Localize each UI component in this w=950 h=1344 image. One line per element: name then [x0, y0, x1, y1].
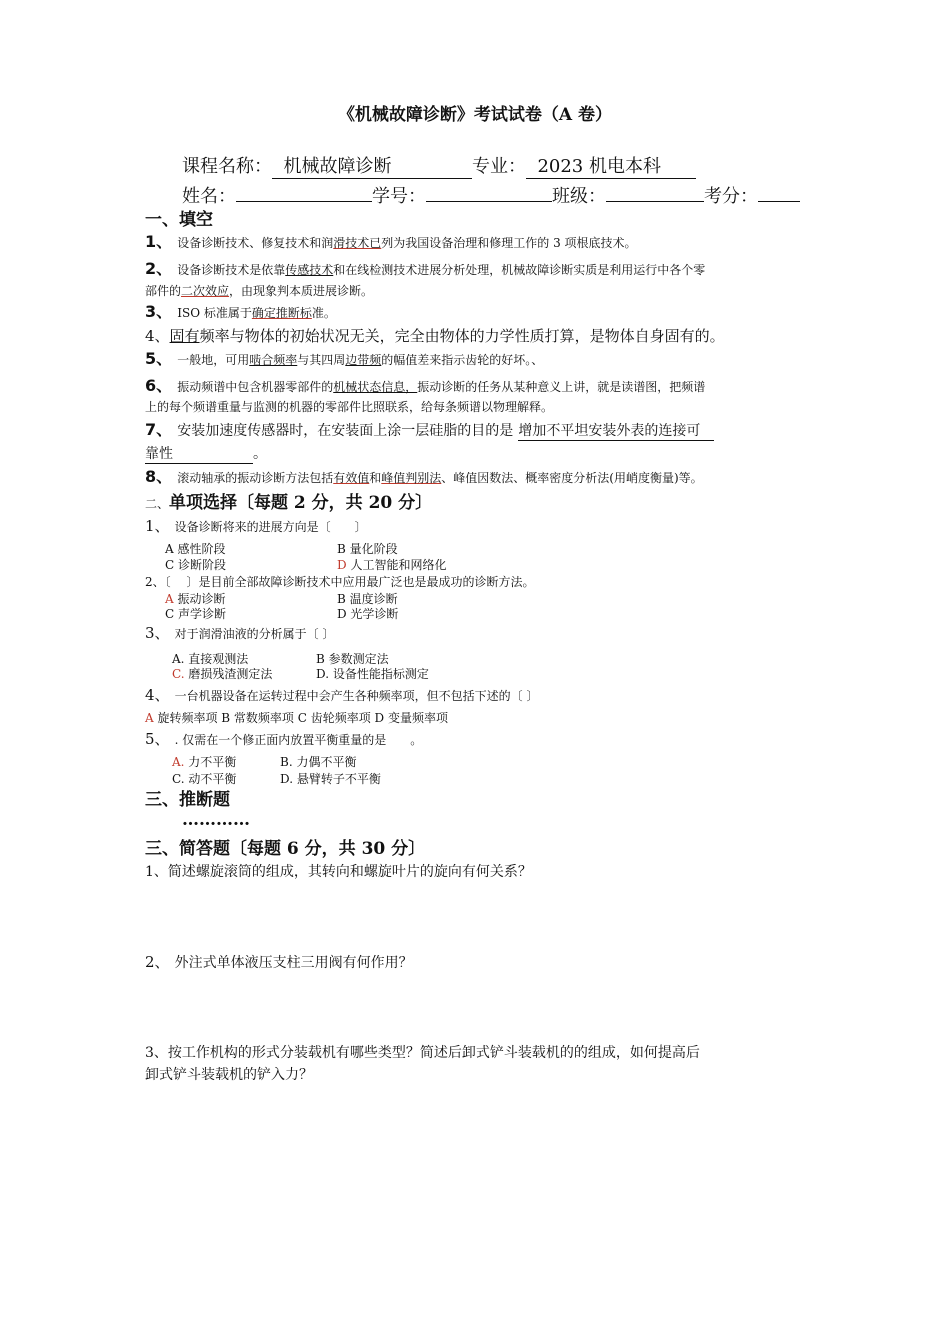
- s2-q4-num: 4、: [145, 686, 170, 704]
- section3-title: 三、推断题: [145, 790, 230, 810]
- s2-q2-opt-b[interactable]: B 温度诊断: [337, 592, 398, 606]
- s1-q2-num: 2、: [145, 259, 173, 278]
- s1-q6-num: 6、: [145, 376, 173, 395]
- s4-q3-line1: 3、按工作机构的形式分装载机有哪些类型？简述后卸式铲斗装载机的的组成，如何提高后: [145, 1045, 700, 1061]
- s2-q5-opt-a[interactable]: A. 力不平衡: [172, 755, 237, 769]
- s2-q2-opt-d[interactable]: D 光学诊断: [337, 607, 399, 621]
- s1-q3: 3、 ISO 标准属于确定推断标准。: [145, 302, 336, 321]
- course-label: 课程名称：: [182, 156, 272, 177]
- s2-q1-opt-c[interactable]: C 诊断阶段: [165, 558, 226, 572]
- major-blank: [526, 152, 696, 179]
- s1-q7-num: 7、: [145, 420, 173, 439]
- s2-q3-opt-c[interactable]: C. 磨损残渣测定法: [172, 667, 273, 681]
- s2-q4-options[interactable]: A 旋转频率项 B 常数频率项 C 齿轮频率项 D 变量频率项: [145, 711, 448, 725]
- answer-underline: 固有: [169, 327, 200, 345]
- major-value: 2023 机电本科: [537, 156, 661, 177]
- class-label: 班级：: [552, 186, 606, 207]
- answer-underline: 确定推断标: [251, 306, 312, 320]
- major-label: 专业：: [472, 156, 526, 177]
- answer-underline: 峰值判别法: [381, 471, 442, 485]
- s2-q3-opt-a[interactable]: A. 直接观测法: [172, 652, 249, 666]
- s1-q7: 7、 安装加速度传感器时，在安装面上涂一层硅脂的目的是 增加不平坦安装外表的连接可: [145, 417, 714, 441]
- s2-q1-opt-b[interactable]: B 量化阶段: [337, 542, 398, 556]
- answer-underline: 有效值: [333, 471, 370, 485]
- answer-underline: 传感技术: [285, 263, 334, 277]
- s2-q3-opt-d[interactable]: D. 设备性能指标测定: [316, 667, 429, 681]
- name-blank[interactable]: [236, 185, 372, 202]
- id-label: 学号：: [372, 186, 426, 207]
- s1-q6: 6、 振动频谱中包含机器零部件的机械状态信息，振动诊断的任务从某种意义上讲，就是读谱图，把频谱: [145, 376, 706, 395]
- s2-q2-opt-a[interactable]: A 振动诊断: [165, 592, 226, 606]
- s2-q5-opt-c[interactable]: C. 动不平衡: [172, 772, 237, 786]
- course-blank: [272, 152, 472, 179]
- score-blank[interactable]: [758, 185, 800, 202]
- s2-q5-opt-b[interactable]: B. 力偶不平衡: [280, 755, 357, 769]
- s2-q2: 2、〔 〕是目前全部故障诊断技术中应用最广泛也是最成功的诊断方法。: [145, 575, 535, 589]
- s1-q4: 4、固有频率与物体的初始状况无关，完全由物体的力学性质打算，是物体自身固有的。: [145, 327, 725, 345]
- s2-q3: 3、 对于润滑油液的分析属于〔 〕: [145, 624, 335, 642]
- name-label: 姓名：: [182, 186, 236, 207]
- s1-q2: 2、 设备诊断技术是依靠传感技术和在线检测技术进展分析处理，机械故障诊断实质是利用运行中各个零: [145, 259, 706, 278]
- course-value: 机械故障诊断: [283, 156, 392, 177]
- page-title: 《机械故障诊断》考试试卷（A 卷）: [337, 105, 613, 125]
- s1-q3-num: 3、: [145, 302, 173, 321]
- s2-q5: 5、 . 仅需在一个修正面内放置平衡重量的是 。: [145, 730, 423, 748]
- s1-q8: 8、 滚动轴承的振动诊断方法包括有效值和峰值判别法、峰值因数法、概率密度分析法(用峭度衡量)等。: [145, 467, 703, 486]
- s2-q4: 4、 一台机器设备在运转过程中会产生各种频率项，但不包括下述的〔 〕: [145, 686, 539, 704]
- s1-q2-line2: 部件的二次效应，由现象判本质进展诊断。: [145, 284, 374, 298]
- answer-underline: 边带频: [345, 353, 382, 367]
- s4-q2-num: 2、: [145, 953, 170, 971]
- s1-q1: 1、 设备诊断技术、修复技术和润滑技术已列为我国设备治理和修理工作的 3 项根底技术。: [145, 232, 637, 251]
- s2-q1-opt-a[interactable]: A 感性阶段: [165, 542, 226, 556]
- student-row: [182, 182, 800, 208]
- s1-q8-num: 8、: [145, 467, 173, 486]
- section4-title: 三、简答题〔每题 6 分，共 30 分〕: [145, 839, 426, 859]
- score-label: 考分：: [704, 186, 758, 207]
- answer-blank: 增加不平坦安装外表的连接可: [518, 420, 714, 441]
- s1-q6-line2: 上的每个频谱重量与监测的机器的零部件比照联系，给每条频谱以物理解释。: [145, 400, 554, 414]
- course-row: [182, 152, 696, 179]
- s2-q5-opt-d[interactable]: D. 悬臂转子不平衡: [280, 772, 381, 786]
- answer-underline: 机械状态信息，: [333, 380, 418, 394]
- answer-underline: 滑技术已: [333, 236, 382, 250]
- id-blank[interactable]: [426, 185, 552, 202]
- s1-q7-line2: 靠性 。: [145, 443, 267, 464]
- s1-q5-num: 5、: [145, 349, 173, 368]
- s2-q1: 1、 设备诊断将来的进展方向是〔 〕: [145, 517, 367, 535]
- section2-title: 二、单项选择〔每题 2 分，共 20 分〕: [145, 493, 433, 513]
- s2-q3-opt-b[interactable]: B 参数测定法: [316, 652, 389, 666]
- s1-q4-num: 4、: [145, 327, 170, 345]
- answer-blank: 靠性: [145, 443, 253, 464]
- class-blank[interactable]: [606, 185, 704, 202]
- s1-q1-num: 1、: [145, 232, 173, 251]
- answer-underline: 啮合频率: [249, 353, 298, 367]
- s1-q5: 5、 一般地，可用啮合频率与其四周边带频的幅值差来指示齿轮的好坏。、: [145, 349, 544, 368]
- s2-q2-opt-c[interactable]: C 声学诊断: [165, 607, 226, 621]
- s4-q2: 2、 外注式单体液压支柱三用阀有何作用？: [145, 953, 413, 971]
- s2-q1-opt-d[interactable]: D 人工智能和网络化: [337, 558, 447, 572]
- s2-q5-num: 5、: [145, 730, 170, 748]
- s2-q1-num: 1、: [145, 517, 170, 535]
- s4-q1: 1、简述螺旋滚筒的组成，其转向和螺旋叶片的旋向有何关系？: [145, 864, 532, 880]
- s2-q3-num: 3、: [145, 624, 170, 642]
- s4-q3-line2: 卸式铲斗装载机的铲入力？: [145, 1067, 313, 1083]
- section1-title: 一、填空: [145, 210, 213, 230]
- section3-dots: …………: [182, 810, 250, 830]
- answer-underline: 二次效应: [181, 284, 230, 298]
